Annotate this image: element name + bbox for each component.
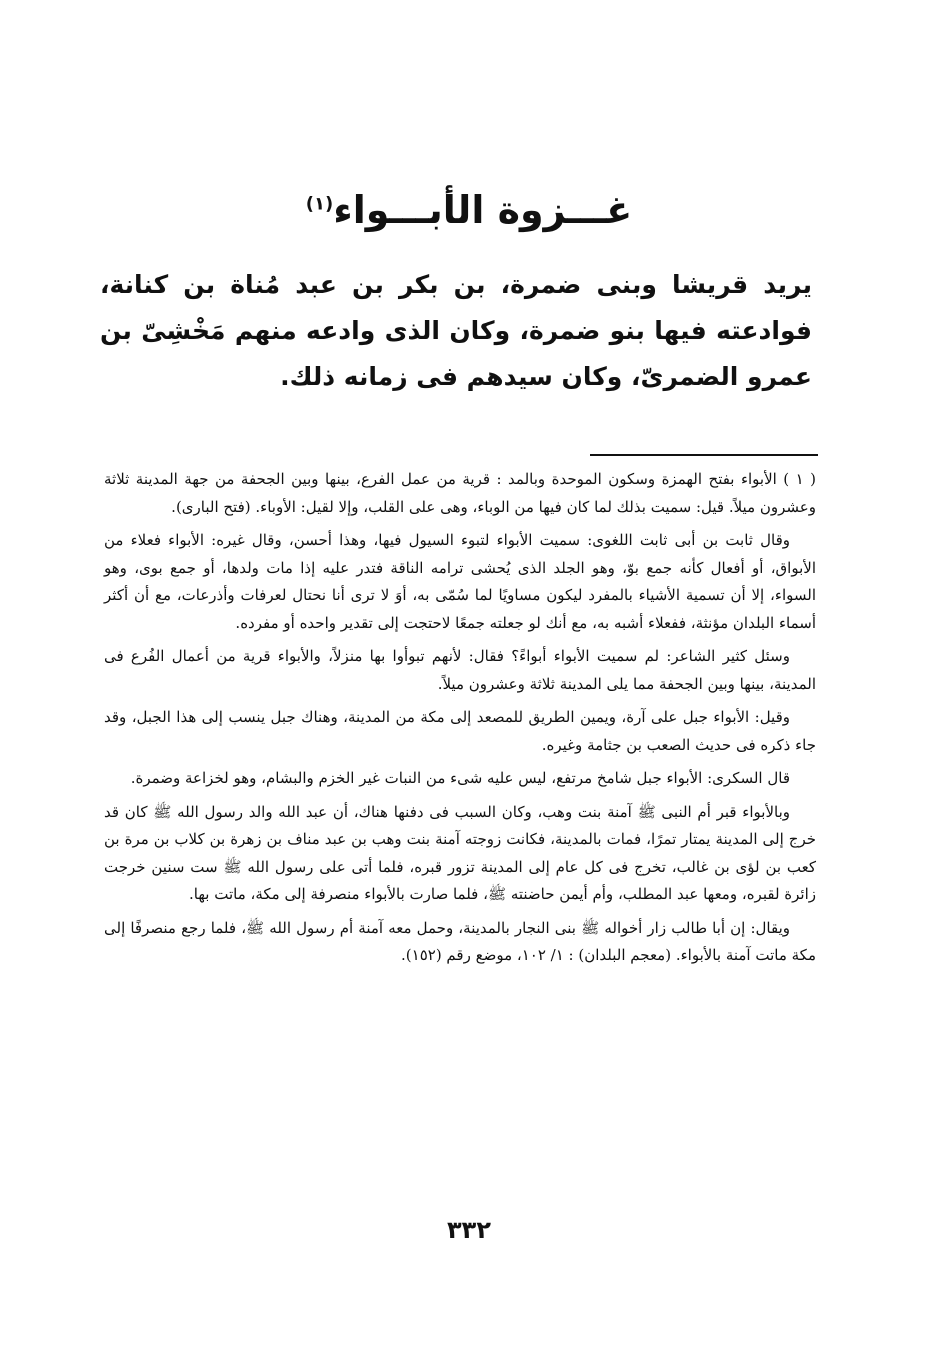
page-title [0,188,938,232]
footnote-paragraph: قال السكرى: الأبواء جبل شامخ مرتفع، ليس عليه شىء من النبات غير الخزم والبشام، وهو لخزاعة وضمرة. [130,769,790,787]
footnote-paragraph: وبالأبواء قبر أم النبى ﷺ آمنة بنت وهب، وكان السبب فى دفنها هناك، أن عبد الله والد رسول الله ﷺ كان قد خرج إلى المدينة يمتار تمرًا، فمات بالمدينة، فكانت زوجته آمنة بنت وهب بن عبد مناف بن زهرة بن كلاب بن مرة بن كعب بن لؤى بن غالب، تخرج فى كل عام إلى المدينة تزور قبره، فلما أتى على رسول الله ﷺ ست سنين خرجت زائرة لقبره، ومعها عبد المطلب، وأم أيمن حاضنته ﷺ، فلما صارت بالأبواء منصرفة إلى مكة، ماتت بها. [104,802,816,903]
footnote-divider [590,454,818,456]
main-paragraph: يريد قريشا وبنى ضمرة، بن بكر بن عبد مُناة بن كنانة، فوادعته فيها بنو ضمرة، وكان الذى وادعه منهم مَخْشِىّ بن عمرو الضمرىّ، وكان سيدهم فى زمانه ذلك. [100,270,812,391]
page-number: ٣٣٢ [447,1216,491,1244]
footnote-paragraph: وسئل كثير الشاعر: لم سميت الأبواء أبواءً؟ فقال: لأنهم تبوأوا بها منزلاً، والأبواء قرية من أعمال الفُرع فى المدينة، بينها وبين الجحفة مما يلى المدينة ثلاثة وعشرون ميلاً. [104,647,816,693]
footnotes-section [104,466,816,976]
footnote-paragraph: ( ١ ) الأبواء بفتح الهمزة وسكون الموحدة وبالمد : قرية من عمل الفرع، بينها وبين الجحفة من جهة المدينة ثلاثة وعشرون ميلاً. قيل: سميت بذلك لما كان فيها من الوباء، وهى على القلب، وإلا لقيل: الأوباء. (فتح البارى). [104,470,816,516]
title-footnote-marker: (١) [305,193,334,215]
footnote-paragraph: ويقال: إن أبا طالب زار أخواله ﷺ بنى النجار بالمدينة، وحمل معه آمنة أم رسول الله ﷺ، فلما رجع منصرفًا إلى مكة ماتت آمنة بالأبواء. (معجم البلدان) : ١/ ١٠٢، موضع رقم (١٥٢). [104,918,816,964]
footnote-paragraph: وقال ثابت بن أبى ثابت اللغوى: سميت الأبواء لتبوء السيول فيها، وهذا أحسن، وقال غيره: الأبواء فعلاء من الأبواق، أو أفعال كأنه جمع بوّ، وهو الجلد الذى يُحشى ترامه الناقة فتدر عليه إذا مات ولدها، أو جمع بوى، وهو السواء، إلا أن تسمية الأشياء بالمفرد ليكون مساويًا لما سُمّى به، أوَ لا ترى أنا نحتال لعرفات وأذرعات، مع أن أكثر أسماء البلدان مؤنثة، ففعلاء أشبه به، مع أنك لو جعلته جمعًا لاحتجت إلى تقدير واحده أو مفرده. [104,531,816,632]
title-text: غـــزوة الأبـــواء [333,188,633,232]
footnote-paragraph: وقيل: الأبواء جبل على آرة، ويمين الطريق للمصعد إلى مكة من المدينة، وهناك جبل ينسب إلى هذا الجبل، وقد جاء ذكره فى حديث الصعب بن جثامة وغيره. [104,708,816,754]
